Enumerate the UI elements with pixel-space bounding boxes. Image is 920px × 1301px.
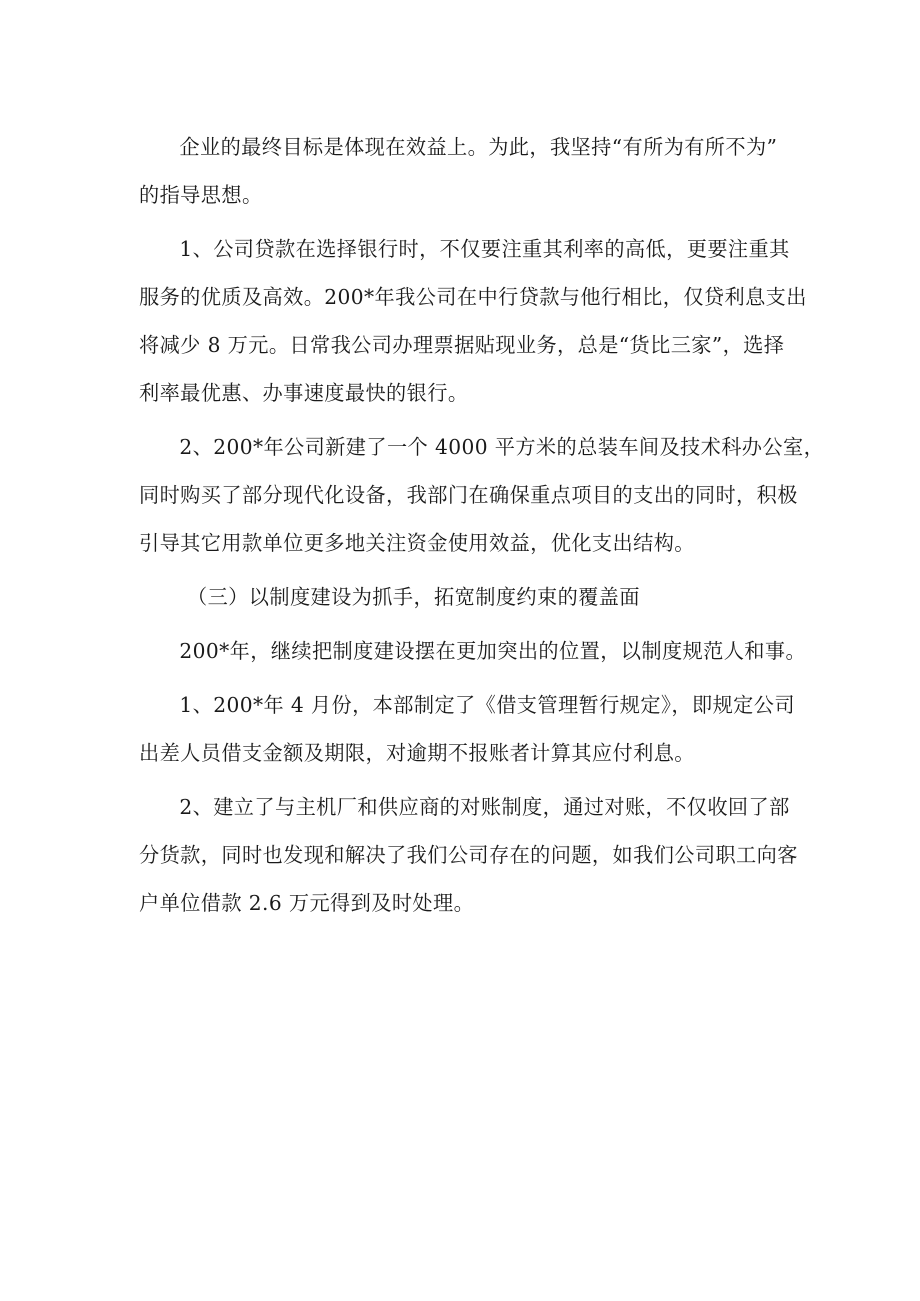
document-body [139,123,825,933]
text-line: 将减少 8 万元。日常我公司办理票据贴现业务，总是“货比三家”，选择 [139,333,785,357]
text-line: 1、200*年 4 月份，本部制定了《借支管理暂行规定》，即规定公司 [179,693,795,717]
paragraph-section-3-item-2 [139,783,798,927]
text-line: 200*年，继续把制度建设摆在更加突出的位置，以制度规范人和事。 [179,639,807,663]
text-line: 同时购买了部分现代化设备，我部门在确保重点项目的支出的同时，积极 [139,483,798,507]
text-line: 出差人员借支金额及期限，对逾期不报账者计算其应付利息。 [139,741,695,765]
text-line: 1、公司贷款在选择银行时，不仅要注重其利率的高低，更要注重其 [179,237,790,261]
paragraph-section-3-item-1 [139,681,795,777]
text-line: 2、建立了与主机厂和供应商的对账制度，通过对账，不仅收回了部 [179,795,790,819]
text-line: 利率最优惠、办事速度最快的银行。 [139,381,469,405]
section-heading [139,573,781,621]
paragraph-intro [139,123,781,219]
text-line: 服务的优质及高效。200*年我公司在中行贷款与他行相比，仅贷利息支出 [139,285,807,309]
paragraph-section-3-intro [139,627,807,675]
text-line: 企业的最终目标是体现在效益上。为此，我坚持“有所为有所不为” [179,135,778,159]
text-line: （三）以制度建设为抓手，拓宽制度约束的覆盖面 [187,585,640,609]
paragraph-item-2-workshop [139,423,825,567]
text-line: 2、200*年公司新建了一个 4000 平方米的总装车间及技术科办公室， [179,435,825,459]
text-line: 户单位借款 2.6 万元得到及时处理。 [139,891,475,915]
text-line: 分货款，同时也发现和解决了我们公司存在的问题，如我们公司职工向客 [139,843,798,867]
text-line: 引导其它用款单位更多地关注资金使用效益，优化支出结构。 [139,531,695,555]
paragraph-item-1-loans [139,225,807,417]
text-line: 的指导思想。 [139,183,263,207]
